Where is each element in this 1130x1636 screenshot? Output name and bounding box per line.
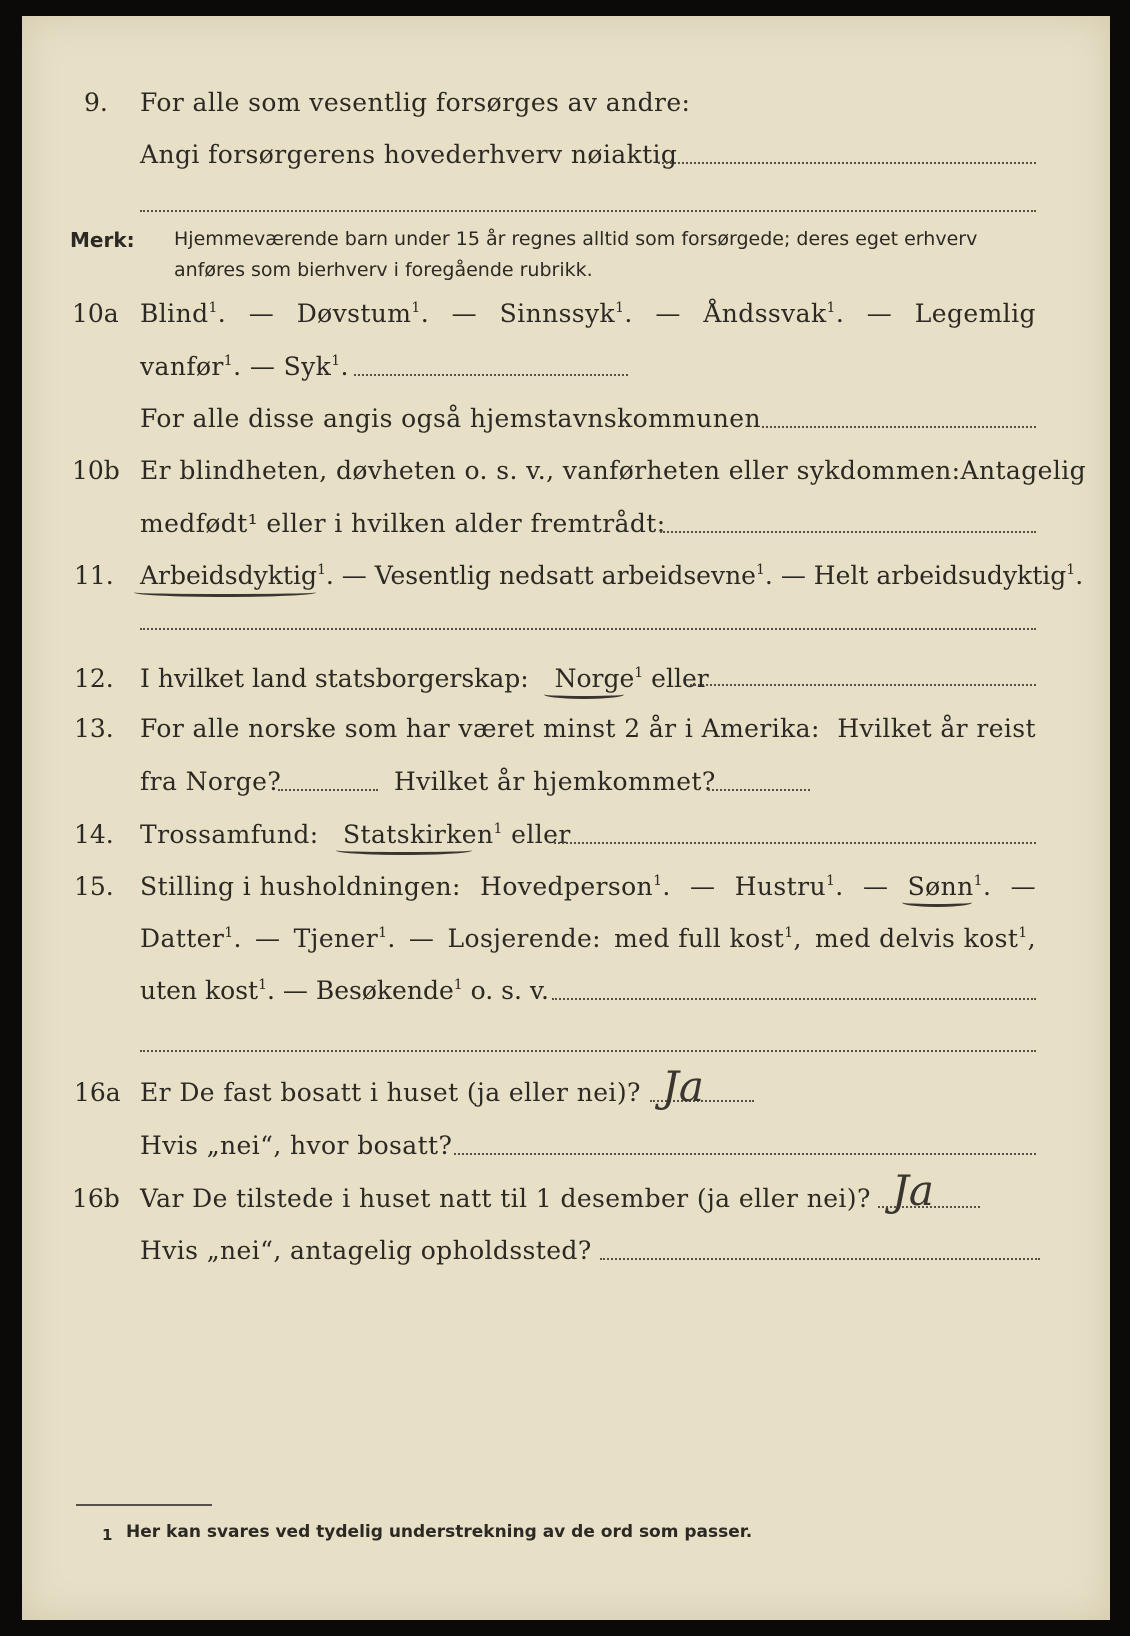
q11-opt-nedsatt[interactable]: Vesentlig nedsatt arbeidsevne$^1$. — [374, 561, 773, 590]
dash: — — [408, 924, 435, 953]
q13-line1-text: For alle norske som har været minst 2 år i Amerika: — [140, 714, 820, 743]
q15-losjerende-label: Losjerende: — [447, 924, 601, 953]
q16a-line2: Hvis „nei“, hvor bosatt? — [140, 1131, 453, 1160]
q15-line3 — [140, 976, 549, 1005]
q10a-opt-legemlig[interactable]: Legemlig — [914, 299, 1036, 328]
q16a-line1: Er De fast bosatt i huset (ja eller nei)? — [140, 1078, 641, 1107]
q12-answer-line[interactable] — [690, 684, 1036, 686]
dash: — — [655, 299, 681, 328]
q10b-line1-text: Er blindheten, døvheten o. s. v., vanførheten eller sykdommen: — [140, 456, 961, 485]
q10b-opt-antagelig[interactable]: Antagelig — [960, 456, 1087, 485]
q12-line — [140, 664, 709, 693]
q13-line1-question: Hvilket år reist — [837, 714, 1036, 743]
q15-number: 15. — [74, 872, 114, 901]
footnote-mark: 1 — [102, 1526, 113, 1544]
q9-line1: For alle som vesentlig forsørges av andre: — [140, 88, 691, 117]
q15-answer-line-2[interactable] — [140, 1050, 1036, 1052]
q15-opt-tjener[interactable]: Tjener$^1$. — [293, 924, 396, 953]
dash: — — [780, 561, 806, 590]
q13-line2b: Hvilket år hjemkommet? — [394, 767, 716, 796]
q15-opt-datter[interactable]: Datter$^1$. — [140, 924, 242, 953]
q12-suffix: eller — [651, 664, 709, 693]
q15-opt-full-kost[interactable]: med full kost$^1$, — [614, 924, 802, 953]
underline-norge — [544, 690, 624, 699]
dash: — — [282, 976, 308, 1005]
q10a-line1 — [140, 299, 1036, 328]
q15-answer-line[interactable] — [552, 998, 1036, 1000]
dash: — — [255, 924, 281, 953]
census-form-page — [22, 16, 1110, 1620]
q14-suffix: eller — [511, 820, 571, 849]
q10b-answer-line[interactable] — [660, 531, 1036, 533]
q9-answer-line-2[interactable] — [140, 210, 1036, 212]
q16b-opholdssted-answer-line[interactable] — [600, 1258, 1040, 1260]
q10a-kommune-line[interactable] — [762, 426, 1036, 428]
merk-label: Merk: — [70, 228, 135, 252]
dash: — — [866, 299, 893, 328]
q11-line1 — [140, 561, 1083, 590]
q15-label: Stilling i husholdningen: — [140, 872, 461, 901]
q11-answer-line[interactable] — [140, 628, 1036, 630]
q15-opt-hovedperson[interactable]: Hovedperson$^1$. — [480, 872, 671, 901]
q10a-opt-blind[interactable]: Blind$^1$. — [140, 299, 227, 328]
q14-number: 14. — [74, 820, 114, 849]
q13-line2a: fra Norge? — [140, 767, 282, 796]
underline-arbeidsdyktig — [134, 588, 316, 597]
q10a-opt-vanfor[interactable]: vanfør$^1$. — [140, 352, 242, 381]
q16b-line1: Var De tilstede i huset natt til 1 desember (ja eller nei)? — [140, 1184, 871, 1213]
q14-line — [140, 820, 571, 849]
q15-opt-hustru[interactable]: Hustru$^1$. — [734, 872, 844, 901]
q11-number: 11. — [74, 561, 114, 590]
q11-opt-udyktig[interactable]: Helt arbeidsudyktig$^1$. — [813, 561, 1084, 590]
q15-line2 — [140, 924, 1036, 953]
q16b-line2: Hvis „nei“, antagelig opholdssted? — [140, 1236, 592, 1265]
q10b-number: 10b — [72, 456, 120, 485]
q10a-line2 — [140, 352, 349, 381]
dash: — — [1010, 872, 1036, 901]
q14-text: Trossamfund: — [140, 820, 319, 849]
q13-line1 — [140, 714, 1036, 743]
q14-answer-line[interactable] — [554, 842, 1036, 844]
footnote-rule — [76, 1504, 212, 1506]
q15-opt-sonn[interactable]: Sønn$^1$. — [907, 872, 992, 901]
q10a-answer-line[interactable] — [354, 374, 628, 376]
q15-line1 — [140, 872, 1036, 901]
q13-hjemkommet-answer-line[interactable] — [708, 789, 810, 791]
q10a-opt-dovstum[interactable]: Døvstum$^1$. — [296, 299, 430, 328]
q11-opt-arbeidsdyktig[interactable]: Arbeidsdyktig$^1$. — [140, 561, 334, 590]
q10b-line1 — [140, 456, 1087, 485]
q16a-number: 16a — [74, 1078, 121, 1107]
dash: — — [341, 561, 367, 590]
q12-text: I hvilket land statsborgerskap: — [140, 664, 529, 693]
q13-reist-answer-line[interactable] — [278, 789, 378, 791]
q9-line2: Angi forsørgerens hovederhverv nøiaktig — [140, 140, 678, 169]
q10a-number: 10a — [72, 299, 119, 328]
q10a-line3: For alle disse angis også hjemstavnskommunen — [140, 404, 761, 433]
q9-answer-line[interactable] — [658, 162, 1036, 164]
q12-opt-norge[interactable]: Norge$^1$ — [554, 664, 644, 693]
dash: — — [862, 872, 889, 901]
q14-opt-statskirken[interactable]: Statskirken$^1$ — [343, 820, 503, 849]
q13-number: 13. — [74, 714, 114, 743]
dash: — — [248, 299, 275, 328]
q10a-opt-sinnssyk[interactable]: Sinnssyk$^1$. — [499, 299, 633, 328]
q10a-opt-andssvak[interactable]: Åndssvak$^1$. — [703, 299, 845, 328]
footnote-text: Her kan svares ved tydelig understrekning av de ord som passer. — [126, 1522, 753, 1542]
merk-line1: Hjemmeværende barn under 15 år regnes alltid som forsørgede; deres eget erhverv — [174, 228, 978, 250]
q12-number: 12. — [74, 664, 114, 693]
merk-line2: anføres som bierhverv i foregående rubrikk. — [174, 259, 593, 281]
underline-sonn — [902, 898, 972, 907]
q16a-handwritten-answer: Ja — [662, 1062, 704, 1111]
q15-opt-besokende[interactable]: Besøkende$^1$ — [315, 976, 463, 1005]
q15-osv: o. s. v. — [470, 976, 549, 1005]
dash: — — [249, 352, 276, 381]
q15-opt-delvis-kost[interactable]: med delvis kost$^1$, — [815, 924, 1036, 953]
q16a-bosatt-answer-line[interactable] — [454, 1153, 1036, 1155]
underline-statskirken — [336, 846, 472, 855]
q10b-line2: medfødt¹ eller i hvilken alder fremtrådt: — [140, 509, 666, 538]
q10a-opt-syk[interactable]: Syk$^1$. — [283, 352, 349, 381]
q16b-handwritten-answer: Ja — [892, 1166, 934, 1215]
q15-opt-uten-kost[interactable]: uten kost$^1$. — [140, 976, 275, 1005]
q16b-number: 16b — [72, 1184, 120, 1213]
dash: — — [451, 299, 478, 328]
dash: — — [690, 872, 716, 901]
q9-number: 9. — [84, 88, 108, 117]
